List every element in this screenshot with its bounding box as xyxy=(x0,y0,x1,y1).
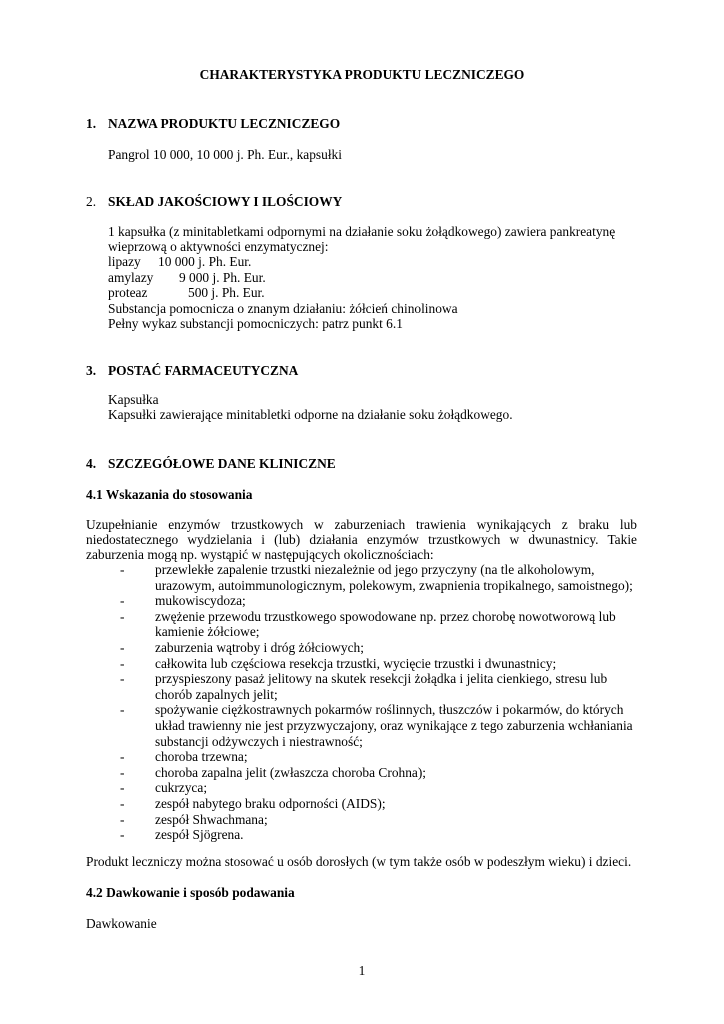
page-number: 1 xyxy=(358,963,366,978)
list-dash: - xyxy=(120,640,125,655)
list-item-text: mukowiscydoza; xyxy=(155,593,246,609)
section-3-number: 3. xyxy=(86,363,97,378)
dosage-label: Dawkowanie xyxy=(86,916,157,931)
list-item-text: kamienie żółciowe; xyxy=(155,624,260,640)
section-1-number: 1. xyxy=(86,116,97,131)
form-line: Kapsułka xyxy=(108,392,159,407)
list-dash: - xyxy=(120,671,125,687)
section-4-number: 4. xyxy=(86,456,97,471)
enzyme-name: proteaz xyxy=(108,285,148,300)
list-item-text: przyspieszony pasaż jelitowy na skutek resekcji żołądka i jelita cienkiego, stresu lub xyxy=(155,671,608,687)
list-item-text: substancji odżywczych i niestrawność; xyxy=(155,733,363,749)
list-item-text: choroba trzewna; xyxy=(155,749,248,765)
form-line: Kapsułki zawierające minitabletki odporne na działanie soku żołądkowego. xyxy=(108,407,513,422)
section-2-heading: SKŁAD JAKOŚCIOWY I ILOŚCIOWY xyxy=(108,194,343,209)
section-3-heading: POSTAĆ FARMACEUTYCZNA xyxy=(108,363,299,378)
list-item-text: przewlekłe zapalenie trzustki niezależnie od jego przyczyny (na tle alkoholowym, xyxy=(155,562,595,577)
list-item-text: zaburzenia wątroby i dróg żółciowych; xyxy=(155,640,364,655)
document-title: CHARAKTERYSTYKA PRODUKTU LECZNICZEGO xyxy=(199,67,525,82)
section-2-number: 2. xyxy=(86,194,97,209)
list-dash: - xyxy=(120,562,125,577)
list-dash: - xyxy=(120,593,125,609)
list-dash: - xyxy=(120,796,125,811)
usage-paragraph: Produkt leczniczy można stosować u osób dorosłych (w tym także osób w podeszłym wieku) i dzieci. xyxy=(86,854,632,869)
indications-paragraph-line: niedostatecznego wydzielania i (lub) działania enzymów trzustkowych w dwunastnicy. Takie xyxy=(86,532,637,547)
list-dash: - xyxy=(120,827,125,843)
enzyme-value: 500 j. Ph. Eur. xyxy=(188,285,265,300)
section-1-heading: NAZWA PRODUKTU LECZNICZEGO xyxy=(108,116,341,131)
product-name: Pangrol 10 000, 10 000 j. Ph. Eur., kapsułki xyxy=(108,147,342,162)
enzyme-name: amylazy xyxy=(108,270,154,285)
enzyme-value: 10 000 j. Ph. Eur. xyxy=(158,254,252,269)
list-item-text: zespół nabytego braku odporności (AIDS); xyxy=(155,796,386,811)
list-item-text: zespół Sjögrena. xyxy=(155,827,244,843)
list-item-text: chorób zapalnych jelit; xyxy=(155,686,278,702)
list-dash: - xyxy=(120,655,125,671)
indications-paragraph-line: Uzupełnianie enzymów trzustkowych w zaburzeniach trawienia wynikających z braku lub xyxy=(86,517,637,532)
composition-line: wieprzową o aktywności enzymatycznej: xyxy=(108,239,329,254)
list-item-text: zespół Shwachmana; xyxy=(155,811,268,827)
list-item-text: zwężenie przewodu trzustkowego spowodowane np. przez chorobę nowotworową lub xyxy=(155,608,616,624)
list-dash: - xyxy=(120,811,125,827)
composition-line: 1 kapsułka (z minitabletkami odpornymi na działanie soku żołądkowego) zawiera pankreatynę xyxy=(108,224,616,239)
list-item-text: spożywanie ciężkostrawnych pokarmów roślinnych, tłuszczów i pokarmów, do których xyxy=(155,702,624,718)
list-dash: - xyxy=(120,780,125,796)
composition-line: Pełny wykaz substancji pomocniczych: patrz punkt 6.1 xyxy=(108,316,403,331)
list-item-text: choroba zapalna jelit (zwłaszcza choroba Crohna); xyxy=(155,764,427,780)
list-item-text: całkowita lub częściowa resekcja trzustki, wycięcie trzustki i dwunastnicy; xyxy=(155,655,557,671)
enzyme-name: lipazy xyxy=(108,254,141,269)
list-dash: - xyxy=(120,749,125,765)
section-4-heading: SZCZEGÓŁOWE DANE KLINICZNE xyxy=(108,456,336,471)
list-dash: - xyxy=(120,608,125,624)
list-item-text: urazowym, autoimmunologicznym, polekowym, zwapnienia tropikalnego, samoistnego); xyxy=(155,577,633,593)
subsection-4-1-heading: 4.1 Wskazania do stosowania xyxy=(86,487,253,502)
composition-line: Substancja pomocnicza o znanym działaniu: żółcień chinolinowa xyxy=(108,301,458,316)
indications-paragraph-line: zaburzenia mogą np. wystąpić w następujących okolicznościach: xyxy=(86,547,434,562)
list-dash: - xyxy=(120,764,125,780)
list-item-text: cukrzyca; xyxy=(155,780,208,796)
enzyme-value: 9 000 j. Ph. Eur. xyxy=(179,270,266,285)
list-dash: - xyxy=(120,702,125,718)
list-item-text: układ trawienny nie jest przyzwyczajony, oraz wynikające z tego zaburzenia wchłaniania xyxy=(155,718,633,733)
subsection-4-2-heading: 4.2 Dawkowanie i sposób podawania xyxy=(86,885,295,900)
